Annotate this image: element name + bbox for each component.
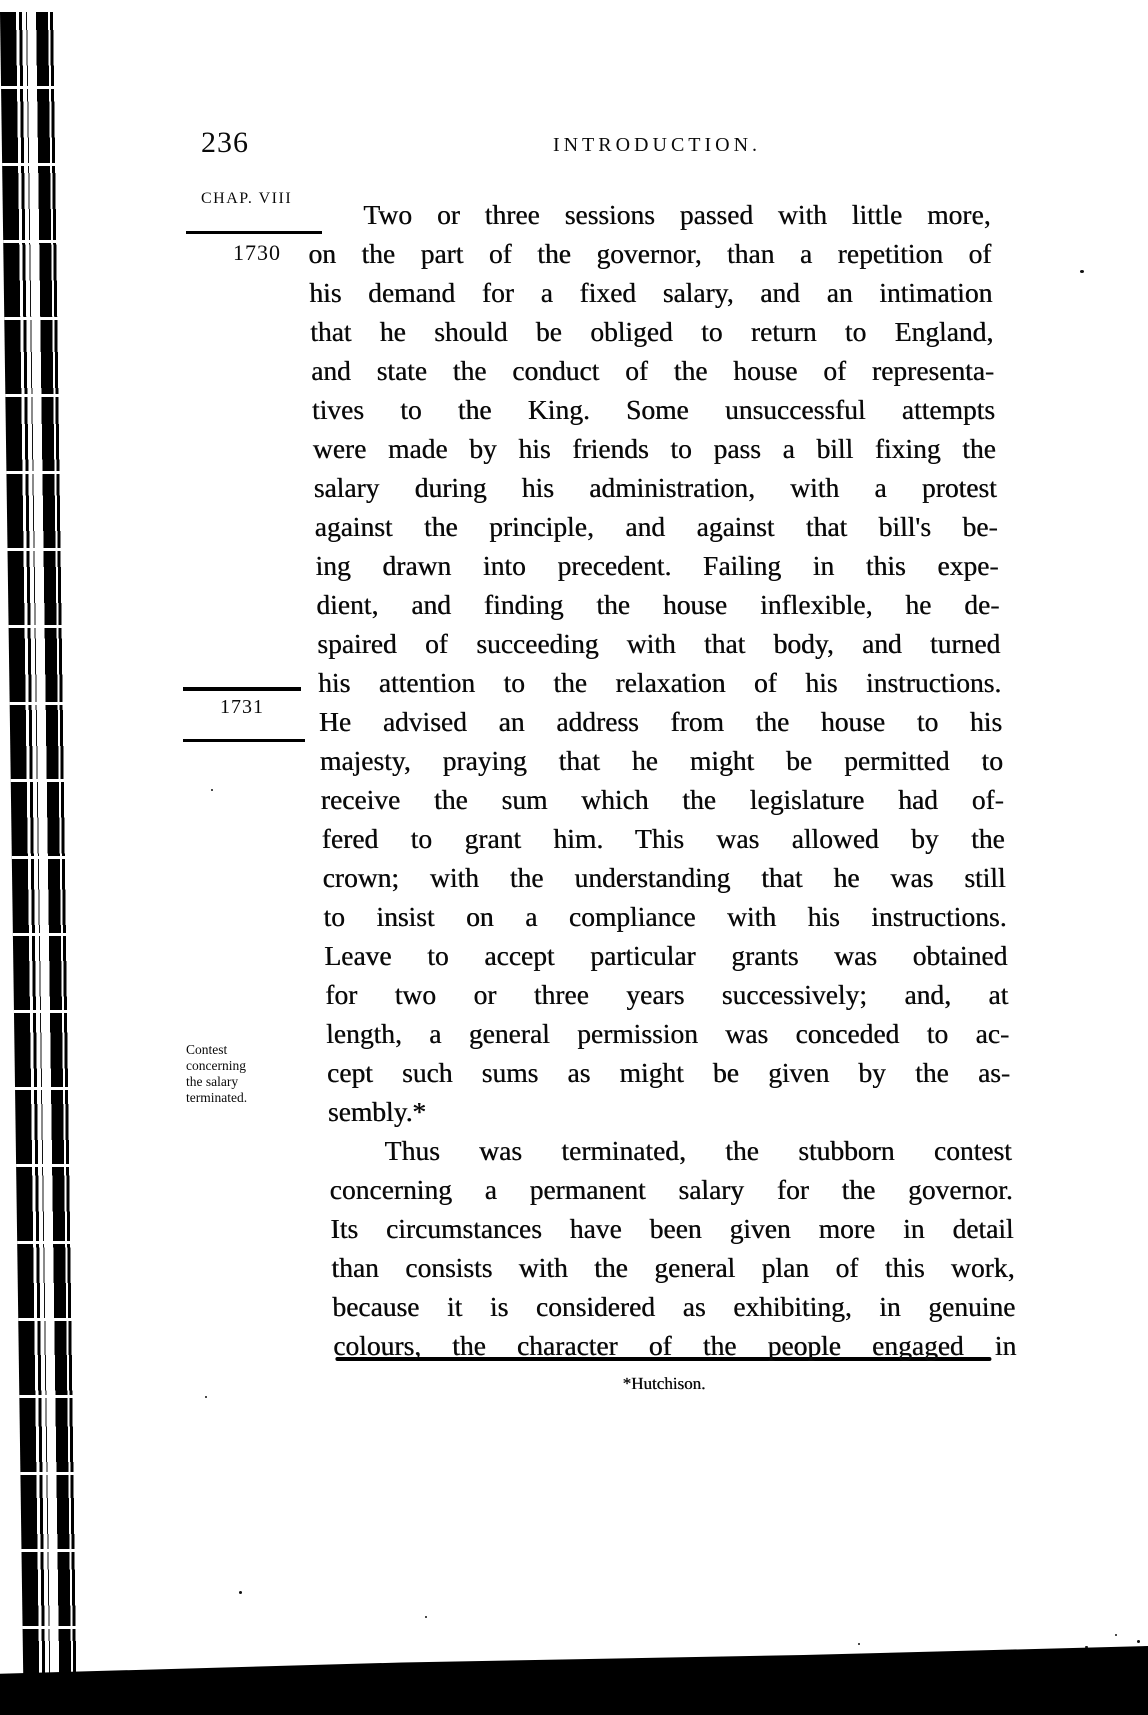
body-line: salary during his administration, with a protest — [313, 472, 997, 503]
chapter-margin-note: CHAP. VIII — [201, 190, 293, 207]
body-line: than consists with the general plan of this work, — [330, 1252, 1015, 1283]
scan-speck — [425, 1616, 427, 1618]
body-line: receive the sum which the legislature had of- — [320, 784, 1005, 815]
body-line: because it is considered as exhibiting, in genuine — [331, 1291, 1016, 1322]
year-margin-note-1731: 1731 — [220, 696, 264, 718]
margin-rule — [183, 687, 301, 691]
scan-speck — [1080, 270, 1084, 273]
year-margin-note-1730: 1730 — [233, 240, 281, 265]
body-line: against the principle, and against that bill's be- — [314, 511, 998, 542]
body-line: length, a general permission was conceded to ac- — [325, 1018, 1010, 1049]
scan-bottom-edge-artifact — [0, 1640, 1148, 1715]
scan-gutter-artifact — [0, 12, 81, 1680]
body-line: ing drawn into precedent. Failing in this expe- — [315, 550, 999, 581]
side-note-line: Contest — [186, 1042, 228, 1057]
body-line: Leave to accept particular grants was obtained — [323, 940, 1008, 971]
body-line: for two or three years successively; and, at — [324, 979, 1009, 1010]
body-line: his attention to the relaxation of his instructions. — [317, 667, 1002, 698]
margin-rule — [186, 231, 322, 234]
body-line: dient, and finding the house inflexible, he de- — [315, 589, 1000, 620]
body-line: to insist on a compliance with his instructions. — [323, 901, 1007, 932]
side-note-line: concerning — [186, 1058, 246, 1073]
footnote-text: *Hutchison. — [622, 1374, 706, 1393]
body-line: spaired of succeeding with that body, and turned — [316, 628, 1001, 659]
body-line: fered to grant him. This was allowed by the — [321, 823, 1005, 854]
side-note-line: terminated. — [186, 1090, 248, 1105]
scan-speck — [205, 1396, 207, 1398]
scan-speck — [1137, 1640, 1140, 1643]
margin-rule — [183, 739, 305, 742]
page-number: 236 — [201, 126, 249, 159]
body-text-column — [307, 195, 1017, 1403]
running-head: INTRODUCTION. — [552, 134, 762, 156]
body-line: Two or three sessions passed with little more, — [363, 199, 991, 230]
body-line: cept such sums as might be given by the as- — [326, 1057, 1011, 1088]
body-line: colours, the character of the people engaged in — [332, 1330, 1017, 1361]
body-line: on the part of the governor, than a repetition of — [307, 238, 992, 269]
body-line: were made by his friends to pass a bill fixing the — [312, 433, 997, 464]
body-line: that he should be obliged to return to England, — [309, 316, 994, 347]
scan-speck — [1085, 1646, 1088, 1648]
body-line: Its circumstances have been given more in detail — [330, 1213, 1014, 1244]
body-line: Thus was terminated, the stubborn contest — [384, 1135, 1013, 1166]
body-line: He advised an address from the house to his — [318, 706, 1003, 737]
body-line: his demand for a fixed salary, and an intimation — [308, 277, 993, 308]
body-line: tives to the King. Some unsuccessful attempts — [311, 394, 996, 425]
body-line: majesty, praying that he might be permitted to — [319, 745, 1004, 776]
scan-speck — [1115, 1634, 1117, 1636]
body-line: crown; with the understanding that he was still — [322, 862, 1006, 893]
scan-speck — [211, 789, 213, 791]
side-note-line: the salary — [186, 1074, 239, 1089]
body-line: sembly.* — [327, 1096, 427, 1127]
side-note-contest — [186, 1042, 298, 1106]
body-line: and state the conduct of the house of representa- — [310, 355, 995, 386]
body-line: concerning a permanent salary for the governor. — [329, 1174, 1013, 1205]
scan-speck — [858, 1643, 860, 1645]
scan-speck — [239, 1591, 242, 1594]
